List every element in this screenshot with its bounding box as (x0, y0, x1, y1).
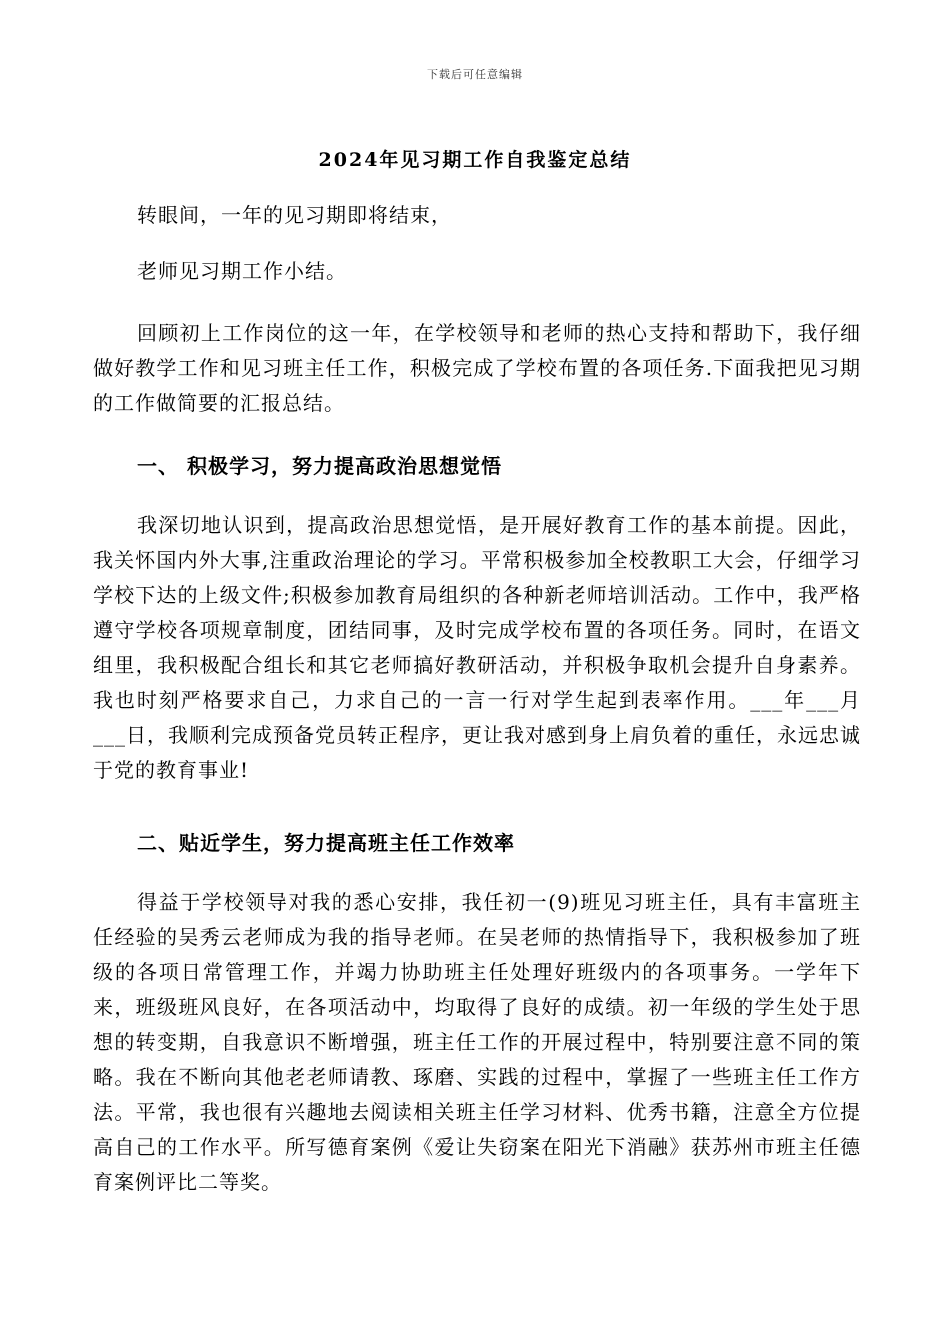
section-heading-2: 二、贴近学生，努力提高班主任工作效率 (137, 831, 515, 855)
paragraph-summary-label: 老师见习期工作小结。 (137, 259, 347, 283)
paragraph-intro: 转眼间，一年的见习期即将结束， (137, 203, 452, 227)
document-title: 2024年见习期工作自我鉴定总结 (318, 149, 632, 171)
header-note: 下载后可任意编辑 (427, 68, 523, 81)
paragraph-section-1: 我深切地认识到，提高政治思想觉悟，是开展好教育工作的基本前提。因此，我关怀国内外大事,注重政治理论的学习。平常积极参加全校教职工大会，仔细学习学校下达的上级文件;积极参加教育局组织的各种新老师培训活动。工作中，我严格遵守学校各项规章制度，团结同事，及时完成学校布置的各项任务。同时，在语文组里，我积极配合组长和其它老师搞好教研活动，并积极争取机会提升自身素养。我也时刻严格要求自己，力求自己的一言一行对学生起到表率作用。___年___月___日，我顺利完成预备党员转正程序，更让我对感到身上肩负着的重任，永远忠诚于党的教育事业! (93, 513, 861, 782)
section-heading-1: 一、 积极学习，努力提高政治思想觉悟 (137, 454, 502, 478)
paragraph-review: 回顾初上工作岗位的这一年，在学校领导和老师的热心支持和帮助下，我仔细做好教学工作和见习班主任工作，积极完成了学校布置的各项任务.下面我把见习期的工作做简要的汇报总结。 (93, 321, 861, 415)
paragraph-section-2: 得益于学校领导对我的悉心安排，我任初一(9)班见习班主任，具有丰富班主任经验的吴秀云老师成为我的指导老师。在吴老师的热情指导下，我积极参加了班级的各项日常管理工作，并竭力协助班主任处理好班级内的各项事务。一学年下来，班级班风良好，在各项活动中，均取得了良好的成绩。初一年级的学生处于思想的转变期，自我意识不断增强，班主任工作的开展过程中，特别要注意不同的策略。我在不断向其他老老师请教、琢磨、实践的过程中，掌握了一些班主任工作方法。平常，我也很有兴趣地去阅读相关班主任学习材料、优秀书籍，注意全方位提高自己的工作水平。所写德育案例《爱让失窃案在阳光下消融》获苏州市班主任德育案例评比二等奖。 (93, 890, 861, 1194)
